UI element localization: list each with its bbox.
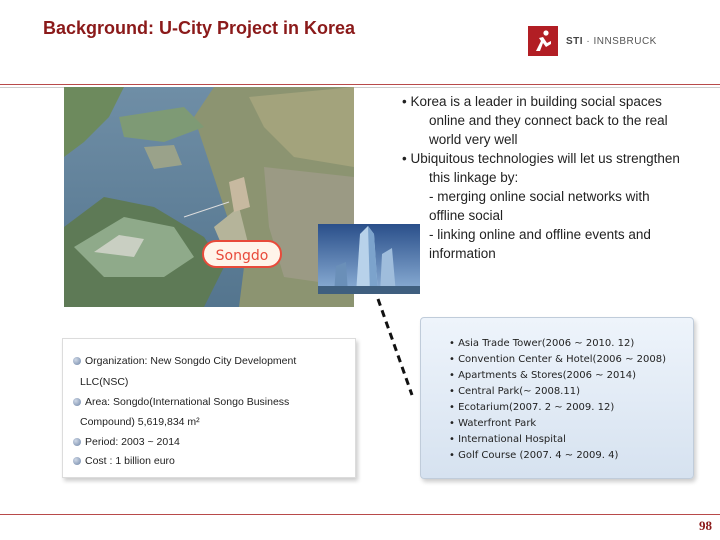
info-area-cont: Compound) 5,619,834 m² [80,416,200,428]
info-area: Area: Songdo(International Songo Business [73,396,289,408]
facility-item: • Central Park(~ 2008.11) [449,386,580,397]
info-cost: Cost : 1 billion euro [73,455,175,467]
project-info-box [62,338,356,478]
bullet-ubiquitous-tech: • Ubiquitous technologies will let us strengthen this linkage by: [402,151,680,185]
bullet-korea-leader: • Korea is a leader in building social spaces online and they connect back to the real world very well [402,94,668,147]
facilities-box [420,317,694,479]
footer-divider [0,514,720,515]
songdo-map-label: Songdo [202,240,282,268]
info-period: Period: 2003 ~ 2014 [73,436,180,448]
facility-item: • Convention Center & Hotel(2006 ~ 2008) [449,354,666,365]
facility-item: • Waterfront Park [449,418,537,429]
facility-item: • Golf Course (2007. 4 ~ 2009. 4) [449,450,619,461]
facility-item: • Apartments & Stores(2006 ~ 2014) [449,370,637,381]
bullet-dot-icon [73,438,81,446]
info-organization-cont: LLC(NSC) [80,376,129,388]
page-title: Background: U-City Project in Korea [43,18,356,38]
page-number: 98 [699,518,712,533]
info-organization: Organization: New Songdo City Development [73,355,296,367]
sub-bullet-list: - merging online social networks with offline social - linking online and offline events and information [429,189,651,261]
bullet-dot-icon [73,398,81,406]
bullet-dot-icon [73,357,81,365]
facility-item: • Ecotarium(2007. 2 ~ 2009. 12) [449,402,615,413]
facility-item: • International Hospital [449,434,566,445]
sti-logo-text: STI · INNSBRUCK [566,35,657,47]
facility-item: • Asia Trade Tower(2006 ~ 2010. 12) [449,338,635,349]
bullet-dot-icon [73,457,81,465]
